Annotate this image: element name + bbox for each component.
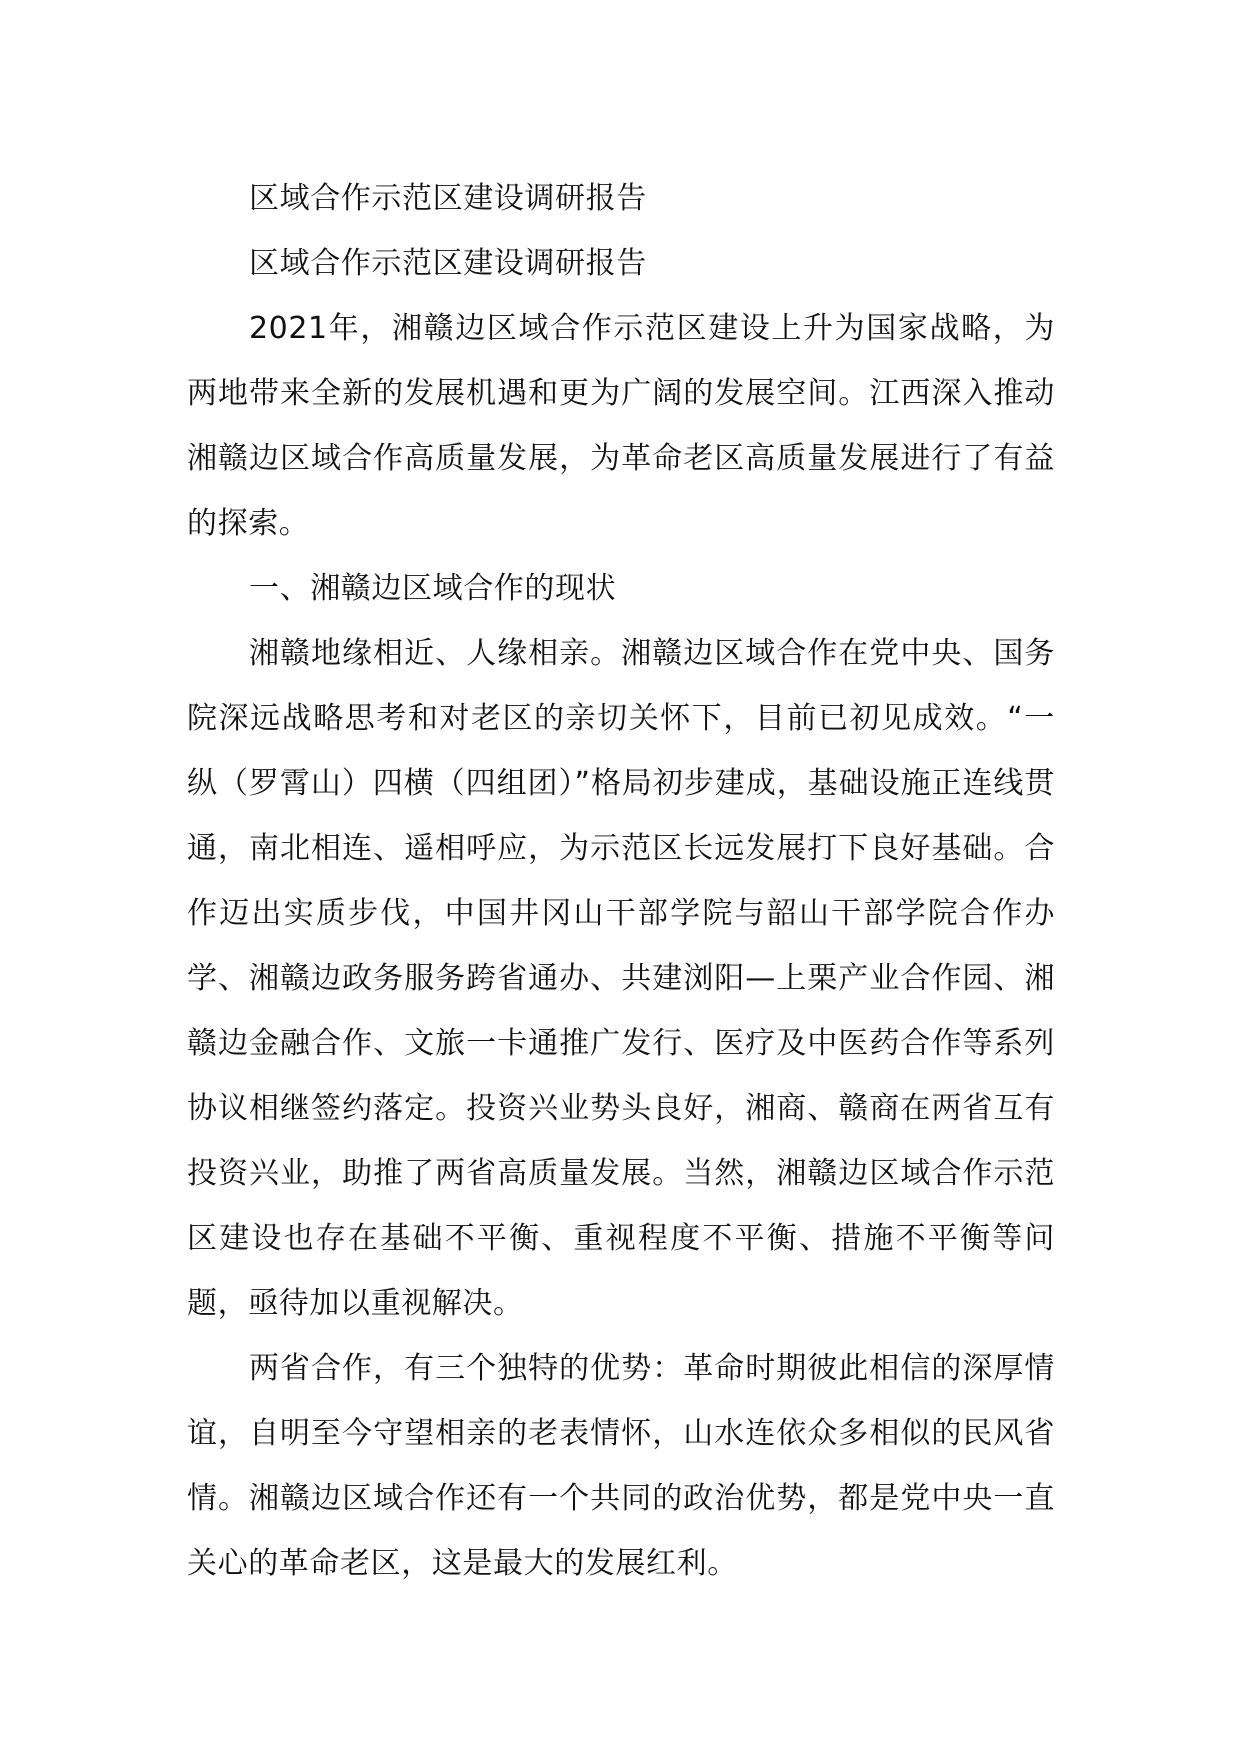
paragraph-advantages: 两省合作，有三个独特的优势：革命时期彼此相信的深厚情谊，自明至今守望相亲的老表情怀，山水连依众多相似的民风省情。湘赣边区域合作还有一个共同的政治优势，都是党中央一直关心的革命老区，这是最大的发展红利。 (187, 1351, 1055, 1581)
document-subtitle: 区域合作示范区建设调研报告 (249, 246, 647, 281)
paragraph-status: 湘赣地缘相近、人缘相亲。湘赣边区域合作在党中央、国务院深远战略思考和对老区的亲切关怀下，目前已初见成效。“一纵（罗霄山）四横（四组团）”格局初步建成，基础设施正连线贯通，南北相连、遥相呼应，为示范区长远发展打下良好基础。合作迈出实质步伐，中国井冈山干部学院与韶山干部学院合作办学、湘赣边政务服务跨省通办、共建浏阳—上栗产业合作园、湘赣边金融合作、文旅一卡通推广发行、医疗及中医药合作等系列协议相继签约落定。投资兴业势头良好，湘商、赣商在两省互有投资兴业，助推了两省高质量发展。当然，湘赣边区域合作示范区建设也存在基础不平衡、重视程度不平衡、措施不平衡等问题，亟待加以重视解决。 (187, 636, 1055, 1321)
section-heading: 一、湘赣边区域合作的现状 (249, 571, 617, 606)
document-title: 区域合作示范区建设调研报告 (249, 181, 647, 216)
paragraph-intro: 2021年，湘赣边区域合作示范区建设上升为国家战略，为两地带来全新的发展机遇和更为广阔的发展空间。江西深入推动湘赣边区域合作高质量发展，为革命老区高质量发展进行了有益的探索。 (187, 311, 1055, 541)
document-body (187, 166, 1055, 1596)
